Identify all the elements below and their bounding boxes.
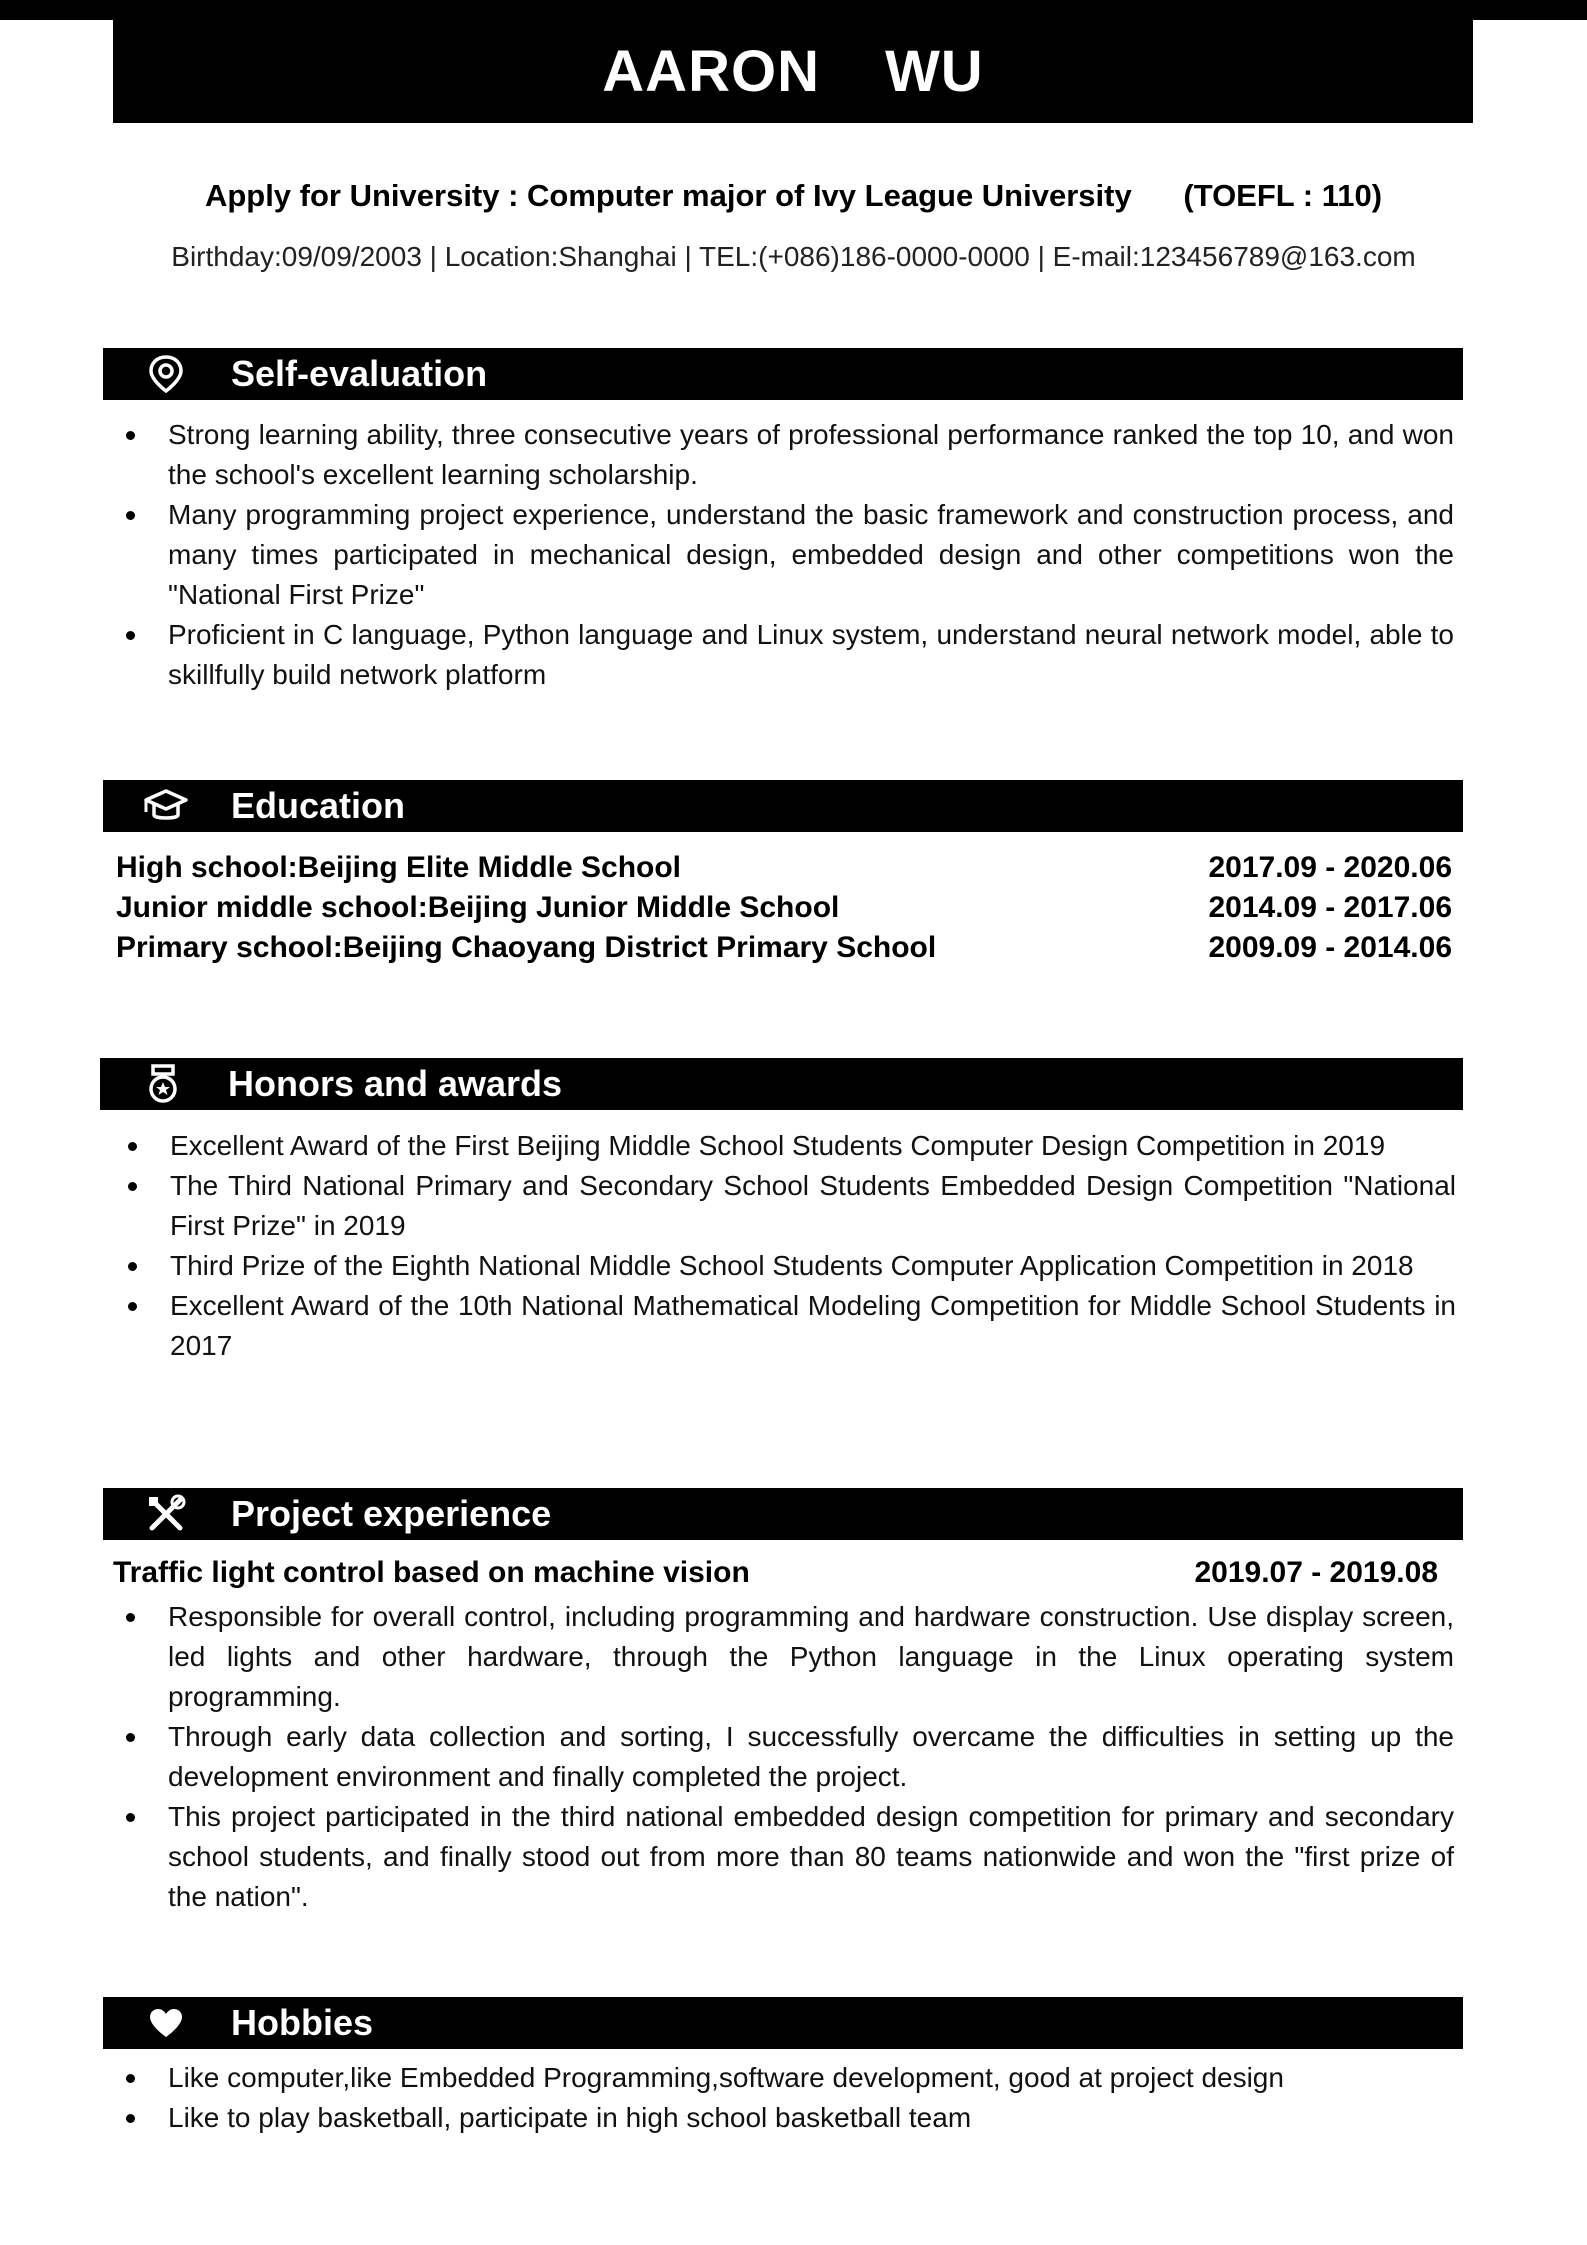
project-name: Traffic light control based on machine vision — [113, 1556, 750, 1589]
tools-icon — [143, 1494, 189, 1534]
study-period: 2009.09 - 2014.06 — [1208, 931, 1452, 964]
project-list — [114, 1597, 1454, 1917]
list-item: Like computer,like Embedded Programming,software development, good at project design — [114, 2058, 1454, 2098]
section-header-self-evaluation — [103, 348, 1463, 400]
project-period: 2019.07 - 2019.08 — [1194, 1556, 1438, 1589]
list-item: Through early data collection and sorting, I successfully overcame the difficulties in setting up the development environment and finally completed the project. — [114, 1717, 1454, 1797]
education-row — [116, 928, 1452, 968]
section-header-project — [103, 1488, 1463, 1540]
heart-icon — [143, 2003, 189, 2043]
education-row — [116, 848, 1452, 888]
school-name: Junior middle school:Beijing Junior Middle School — [116, 891, 840, 924]
list-item: Third Prize of the Eighth National Middle School Students Computer Application Competition in 2018 — [116, 1246, 1456, 1286]
location-pin-icon — [143, 354, 189, 394]
section-header-honors — [100, 1058, 1463, 1110]
section-title: Self-evaluation — [231, 353, 488, 394]
candidate-name: AARON WU — [602, 39, 984, 104]
section-title: Education — [231, 785, 406, 826]
honors-list — [116, 1126, 1456, 1366]
project-heading — [113, 1553, 1438, 1593]
list-item: Strong learning ability, three consecutive years of professional performance ranked the top 10, and won the school's excellent learning scholarship. — [114, 415, 1454, 495]
list-item: Excellent Award of the First Beijing Middle School Students Computer Design Competition in 2019 — [116, 1126, 1456, 1166]
list-item: Many programming project experience, understand the basic framework and construction process, and many times participated in mechanical design, embedded design and other competitions won the "National First Prize" — [114, 495, 1454, 615]
graduation-cap-icon — [143, 786, 189, 826]
section-header-hobbies — [103, 1997, 1463, 2049]
medal-icon — [140, 1064, 186, 1104]
school-name: High school:Beijing Elite Middle School — [116, 851, 682, 884]
list-item: Excellent Award of the 10th National Mathematical Modeling Competition for Middle School Students in 2017 — [116, 1286, 1456, 1366]
list-item: Responsible for overall control, including programming and hardware construction. Use display screen, led lights and other hardware, through the Python language in the Linux operating system programming. — [114, 1597, 1454, 1717]
top-border — [0, 0, 1587, 20]
section-title: Hobbies — [231, 2002, 374, 2043]
study-period: 2014.09 - 2017.06 — [1208, 891, 1452, 924]
self-evaluation-list — [114, 415, 1454, 695]
contact-line: Birthday:09/09/2003 | Location:Shanghai | TEL:(+086)186-0000-0000 | E-mail:123456789@163.com — [171, 241, 1416, 272]
study-period: 2017.09 - 2020.06 — [1208, 851, 1452, 884]
education-row — [116, 888, 1452, 928]
list-item: The Third National Primary and Secondary School Students Embedded Design Competition "National First Prize" in 2019 — [116, 1166, 1456, 1246]
list-item: Like to play basketball, participate in high school basketball team — [114, 2098, 1454, 2138]
hobbies-list — [114, 2058, 1454, 2138]
section-header-education — [103, 780, 1463, 832]
section-title: Project experience — [231, 1493, 552, 1534]
name-banner — [113, 20, 1473, 123]
school-name: Primary school:Beijing Chaoyang District Primary School — [116, 931, 937, 964]
application-line: Apply for University : Computer major of Ivy League University (TOEFL : 110) — [204, 178, 1383, 213]
list-item: Proficient in C language, Python language and Linux system, understand neural network model, able to skillfully build network platform — [114, 615, 1454, 695]
section-title: Honors and awards — [228, 1063, 563, 1104]
list-item: This project participated in the third national embedded design competition for primary and secondary school students, and finally stood out from more than 80 teams nationwide and won the "first prize of the nation". — [114, 1797, 1454, 1917]
